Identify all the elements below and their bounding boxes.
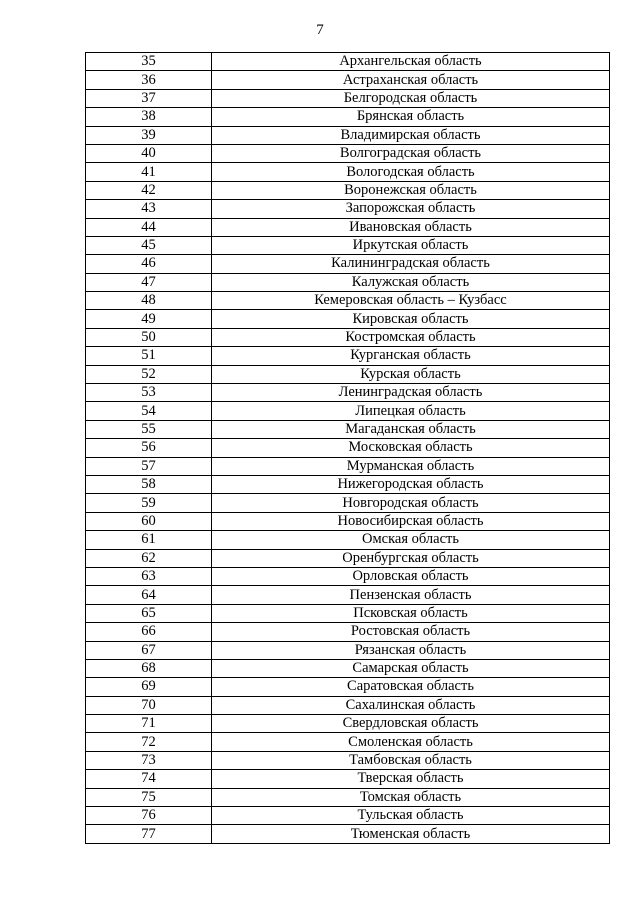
table-row <box>86 512 610 530</box>
row-number-cell: 52 <box>86 365 212 383</box>
table-row <box>86 273 610 291</box>
table-row <box>86 457 610 475</box>
row-number-cell: 53 <box>86 384 212 402</box>
region-name-cell: Сахалинская область <box>212 696 610 714</box>
row-number-cell: 55 <box>86 420 212 438</box>
row-number-cell: 71 <box>86 715 212 733</box>
table-row <box>86 71 610 89</box>
region-name-cell: Ленинградская область <box>212 384 610 402</box>
row-number-cell: 61 <box>86 531 212 549</box>
row-number-cell: 57 <box>86 457 212 475</box>
region-name-cell: Псковская область <box>212 604 610 622</box>
table-row <box>86 807 610 825</box>
table-row <box>86 236 610 254</box>
row-number-cell: 38 <box>86 108 212 126</box>
region-name-cell: Тверская область <box>212 770 610 788</box>
table-row <box>86 310 610 328</box>
region-name-cell: Ивановская область <box>212 218 610 236</box>
region-name-cell: Рязанская область <box>212 641 610 659</box>
row-number-cell: 77 <box>86 825 212 843</box>
table-row <box>86 659 610 677</box>
region-name-cell: Запорожская область <box>212 200 610 218</box>
row-number-cell: 51 <box>86 347 212 365</box>
region-name-cell: Оренбургская область <box>212 549 610 567</box>
region-name-cell: Томская область <box>212 788 610 806</box>
table-row <box>86 604 610 622</box>
region-name-cell: Самарская область <box>212 659 610 677</box>
table-row <box>86 402 610 420</box>
region-name-cell: Свердловская область <box>212 715 610 733</box>
row-number-cell: 72 <box>86 733 212 751</box>
row-number-cell: 46 <box>86 255 212 273</box>
table-row <box>86 567 610 585</box>
row-number-cell: 45 <box>86 236 212 254</box>
region-name-cell: Магаданская область <box>212 420 610 438</box>
table-row <box>86 108 610 126</box>
region-name-cell: Орловская область <box>212 567 610 585</box>
region-name-cell: Кировская область <box>212 310 610 328</box>
row-number-cell: 69 <box>86 678 212 696</box>
row-number-cell: 66 <box>86 623 212 641</box>
region-name-cell: Новосибирская область <box>212 512 610 530</box>
table-row <box>86 531 610 549</box>
region-name-cell: Тульская область <box>212 807 610 825</box>
table-row <box>86 586 610 604</box>
region-name-cell: Нижегородская область <box>212 475 610 493</box>
table-row <box>86 365 610 383</box>
table-row <box>86 384 610 402</box>
region-name-cell: Мурманская область <box>212 457 610 475</box>
region-name-cell: Омская область <box>212 531 610 549</box>
region-name-cell: Владимирская область <box>212 126 610 144</box>
table-row <box>86 623 610 641</box>
row-number-cell: 74 <box>86 770 212 788</box>
row-number-cell: 54 <box>86 402 212 420</box>
region-name-cell: Вологодская область <box>212 163 610 181</box>
regions-table <box>85 52 610 844</box>
table-row <box>86 420 610 438</box>
table-row <box>86 641 610 659</box>
region-name-cell: Курская область <box>212 365 610 383</box>
row-number-cell: 56 <box>86 439 212 457</box>
row-number-cell: 49 <box>86 310 212 328</box>
row-number-cell: 43 <box>86 200 212 218</box>
region-name-cell: Саратовская область <box>212 678 610 696</box>
row-number-cell: 63 <box>86 567 212 585</box>
region-name-cell: Волгоградская область <box>212 144 610 162</box>
row-number-cell: 60 <box>86 512 212 530</box>
table-row <box>86 825 610 843</box>
region-name-cell: Костромская область <box>212 328 610 346</box>
region-name-cell: Архангельская область <box>212 53 610 71</box>
row-number-cell: 67 <box>86 641 212 659</box>
region-name-cell: Воронежская область <box>212 181 610 199</box>
table-row <box>86 292 610 310</box>
row-number-cell: 64 <box>86 586 212 604</box>
table-row <box>86 255 610 273</box>
row-number-cell: 48 <box>86 292 212 310</box>
row-number-cell: 41 <box>86 163 212 181</box>
region-name-cell: Московская область <box>212 439 610 457</box>
table-row <box>86 770 610 788</box>
row-number-cell: 44 <box>86 218 212 236</box>
region-name-cell: Смоленская область <box>212 733 610 751</box>
row-number-cell: 58 <box>86 475 212 493</box>
table-row <box>86 788 610 806</box>
table-row <box>86 494 610 512</box>
region-name-cell: Тюменская область <box>212 825 610 843</box>
region-name-cell: Брянская область <box>212 108 610 126</box>
table-row <box>86 218 610 236</box>
row-number-cell: 73 <box>86 751 212 769</box>
table-row <box>86 751 610 769</box>
table-row <box>86 439 610 457</box>
region-name-cell: Кемеровская область – Кузбасс <box>212 292 610 310</box>
table-row <box>86 126 610 144</box>
region-name-cell: Тамбовская область <box>212 751 610 769</box>
row-number-cell: 75 <box>86 788 212 806</box>
row-number-cell: 42 <box>86 181 212 199</box>
row-number-cell: 76 <box>86 807 212 825</box>
row-number-cell: 40 <box>86 144 212 162</box>
region-name-cell: Ростовская область <box>212 623 610 641</box>
table-row <box>86 696 610 714</box>
table-row <box>86 733 610 751</box>
row-number-cell: 36 <box>86 71 212 89</box>
table-row <box>86 715 610 733</box>
region-name-cell: Липецкая область <box>212 402 610 420</box>
region-name-cell: Калининградская область <box>212 255 610 273</box>
table-row <box>86 475 610 493</box>
regions-table-body <box>86 53 610 844</box>
row-number-cell: 37 <box>86 89 212 107</box>
table-row <box>86 678 610 696</box>
table-row <box>86 89 610 107</box>
row-number-cell: 65 <box>86 604 212 622</box>
page-number: 7 <box>316 22 324 38</box>
table-row <box>86 200 610 218</box>
row-number-cell: 70 <box>86 696 212 714</box>
region-name-cell: Новгородская область <box>212 494 610 512</box>
row-number-cell: 68 <box>86 659 212 677</box>
row-number-cell: 59 <box>86 494 212 512</box>
region-name-cell: Курганская область <box>212 347 610 365</box>
table-row <box>86 53 610 71</box>
table-row <box>86 163 610 181</box>
region-name-cell: Калужская область <box>212 273 610 291</box>
region-name-cell: Иркутская область <box>212 236 610 254</box>
row-number-cell: 47 <box>86 273 212 291</box>
table-row <box>86 144 610 162</box>
table-row <box>86 549 610 567</box>
row-number-cell: 39 <box>86 126 212 144</box>
region-name-cell: Белгородская область <box>212 89 610 107</box>
table-row <box>86 347 610 365</box>
row-number-cell: 62 <box>86 549 212 567</box>
table-row <box>86 328 610 346</box>
row-number-cell: 50 <box>86 328 212 346</box>
table-row <box>86 181 610 199</box>
region-name-cell: Астраханская область <box>212 71 610 89</box>
row-number-cell: 35 <box>86 53 212 71</box>
region-name-cell: Пензенская область <box>212 586 610 604</box>
